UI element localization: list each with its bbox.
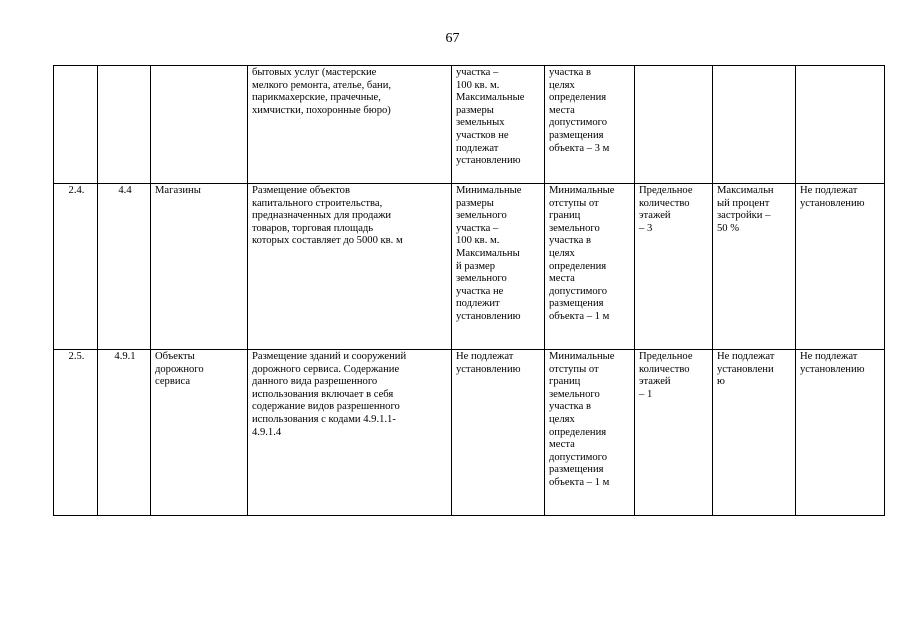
other-limits-cell bbox=[796, 66, 885, 184]
use-code-cell: 4.4 bbox=[98, 184, 151, 350]
row-number-cell bbox=[54, 66, 98, 184]
page-number: 67 bbox=[445, 31, 460, 46]
use-description-cell: Размещение объектов капитального строительства, предназначенных для продажи товаров, торговая площадь которых составляет до 5000 кв. м bbox=[248, 184, 452, 350]
use-name-cell bbox=[151, 66, 248, 184]
other-limits-cell: Не подлежат установлению bbox=[796, 350, 885, 516]
regulations-table bbox=[53, 65, 885, 516]
coverage-cell: Не подлежат установлени ю bbox=[713, 350, 796, 516]
floors-cell bbox=[635, 66, 713, 184]
floors-cell: Предельное количество этажей – 3 bbox=[635, 184, 713, 350]
setbacks-cell: участка в целях определения места допустимого размещения объекта – 3 м bbox=[545, 66, 635, 184]
use-code-cell: 4.9.1 bbox=[98, 350, 151, 516]
plot-size-cell: Не подлежат установлению bbox=[452, 350, 545, 516]
use-name-cell: Объекты дорожного сервиса bbox=[151, 350, 248, 516]
table-row bbox=[54, 66, 885, 184]
table-row bbox=[54, 350, 885, 516]
use-description-cell: бытовых услуг (мастерские мелкого ремонта, ателье, бани, парикмахерские, прачечные, химчистки, похоронные бюро) bbox=[248, 66, 452, 184]
other-limits-cell: Не подлежат установлению bbox=[796, 184, 885, 350]
plot-size-cell: Минимальные размеры земельного участка – 100 кв. м. Максимальны й размер земельного участка не подлежит установлению bbox=[452, 184, 545, 350]
use-code-cell bbox=[98, 66, 151, 184]
table-row bbox=[54, 184, 885, 350]
use-description-cell: Размещение зданий и сооружений дорожного сервиса. Содержание данного вида разрешенного использования включает в себя содержание видов разрешенного использования с кодами 4.9.1.1- 4.9.1.4 bbox=[248, 350, 452, 516]
setbacks-cell: Минимальные отступы от границ земельного участка в целях определения места допустимого размещения объекта – 1 м bbox=[545, 184, 635, 350]
plot-size-cell: участка – 100 кв. м. Максимальные размеры земельных участков не подлежат установлению bbox=[452, 66, 545, 184]
row-number-cell: 2.5. bbox=[54, 350, 98, 516]
floors-cell: Предельное количество этажей – 1 bbox=[635, 350, 713, 516]
coverage-cell bbox=[713, 66, 796, 184]
row-number-cell: 2.4. bbox=[54, 184, 98, 350]
use-name-cell: Магазины bbox=[151, 184, 248, 350]
setbacks-cell: Минимальные отступы от границ земельного участка в целях определения места допустимого размещения объекта – 1 м bbox=[545, 350, 635, 516]
coverage-cell: Максимальн ый процент застройки – 50 % bbox=[713, 184, 796, 350]
